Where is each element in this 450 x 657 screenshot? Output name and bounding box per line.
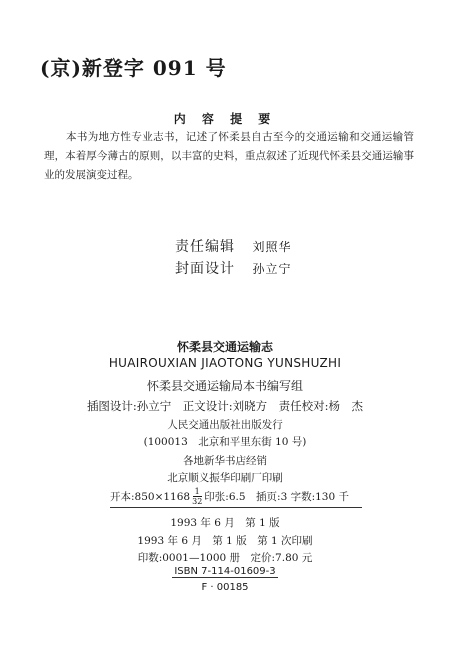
cover-role: 封面设计 xyxy=(175,261,235,277)
compiler: 怀柔县交通运输局本书编写组 xyxy=(146,379,303,393)
isbn xyxy=(0,566,450,577)
summary-body: 本书为地方性专业志书，记述了怀柔县自古至今的交通运输和交通运输管理，本着厚今薄古的原则，以丰富的史料，重点叙述了近现代怀柔县交通运输事业的发展演变过程。 xyxy=(44,131,414,181)
cover-name: 孙立宁 xyxy=(252,262,292,276)
specs-prefix: 开本:850×1168 xyxy=(110,491,191,503)
staff-credits: 插图设计:孙立宁 正文设计:刘晓方 责任校对:杨 杰 xyxy=(86,399,364,413)
printer: 北京顺义振华印刷厂印刷 xyxy=(167,472,283,484)
book-title-pinyin: HUAIROUXIAN JIAOTONG YUNSHUZHI xyxy=(108,356,342,370)
publisher: 人民交通出版社出版发行 xyxy=(167,419,283,431)
editor-credit xyxy=(175,236,291,256)
summary-heading: 内 容 提 要 xyxy=(173,112,277,126)
print-run-price: 印数:0001—1000 册 定价:7.80 元 xyxy=(137,552,313,564)
format-specs xyxy=(110,487,349,506)
specs-suffix: 印张:6.5 插页:3 字数:130 千 xyxy=(204,491,350,503)
format-fraction xyxy=(192,487,202,506)
divider-line xyxy=(110,507,362,508)
printing: 1993 年 6 月 第 1 版 第 1 次印刷 xyxy=(137,535,313,547)
catalog-number: F · 00185 xyxy=(201,582,249,593)
distributor: 各地新华书店经销 xyxy=(183,455,267,467)
cover-credit xyxy=(175,258,291,278)
fraction-denominator: 32 xyxy=(192,497,203,506)
edition: 1993 年 6 月 第 1 版 xyxy=(170,517,280,529)
fraction-numerator: 1 xyxy=(194,487,200,496)
editor-name: 刘照华 xyxy=(252,240,292,254)
editor-role: 责任编辑 xyxy=(175,239,235,255)
book-title: 怀柔县交通运输志 xyxy=(176,340,273,354)
publisher-address: (100013 北京和平里东街 10 号) xyxy=(143,436,307,448)
license-number: (京)新登字 091 号 xyxy=(40,56,227,80)
isbn-text: ISBN 7-114-01609-3 xyxy=(174,566,276,577)
